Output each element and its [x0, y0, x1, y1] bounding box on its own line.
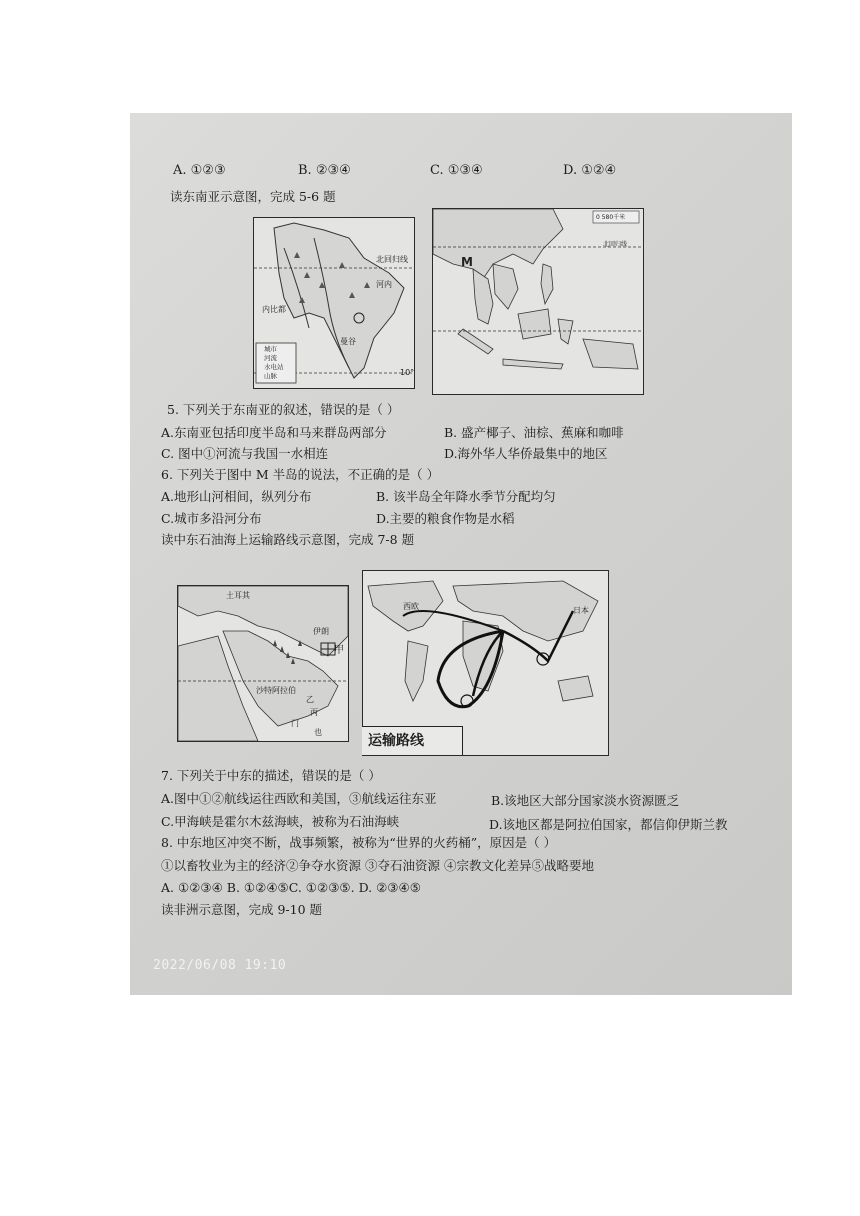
q5-option-a: A.东南亚包括印度半岛和马来群岛两部分: [161, 425, 387, 440]
legend-river: 河流: [264, 354, 277, 362]
map-legend: [264, 345, 294, 381]
label-western-europe: 西欧: [403, 602, 419, 611]
q8-options: A. ①②③④ B. ①②④⑤C. ①②③⑤. D. ②③④⑤: [161, 880, 421, 895]
q4-option-c: C. ①③④: [430, 163, 483, 178]
photo-timestamp: 2022/06/08 19:10: [153, 958, 287, 973]
q4-option-a: A. ①②③: [173, 163, 226, 178]
label-ye: 也: [314, 728, 322, 737]
middle-east-map: [177, 585, 349, 742]
q6-stem: 6. 下列关于图中 M 半岛的说法，不正确的是（ ）: [161, 467, 440, 482]
label-turkey: 土耳其: [226, 591, 250, 600]
q6-option-b: B. 该半岛全年降水季节分配均匀: [376, 489, 556, 504]
q6-option-a: A.地形山河相间，纵列分布: [161, 489, 312, 504]
q7-option-a: A.图中①②航线运往西欧和美国，③航线运往东亚: [161, 791, 437, 806]
q5-stem: 5. 下列关于东南亚的叙述，错误的是（ ）: [167, 402, 400, 417]
peninsula-marker-m: M: [461, 255, 473, 269]
southeast-asia-map: [432, 208, 644, 395]
legend-city: 城市: [264, 345, 277, 353]
q5-option-b: B. 盛产椰子、油棕、蕉麻和咖啡: [444, 425, 624, 440]
q7-stem: 7. 下列关于中东的描述，错误的是（ ）: [161, 768, 381, 783]
q7-option-b: B.该地区大部分国家淡水资源匮乏: [491, 793, 680, 808]
legend-hydropower: 水电站: [264, 363, 284, 371]
q4-option-d: D. ①②④: [563, 163, 617, 178]
city-bangkok: 曼谷: [340, 337, 356, 346]
q7-option-d: D.该地区都是阿拉伯国家，都信仰伊斯兰教: [489, 817, 728, 832]
label-bing: 丙: [310, 708, 318, 717]
tropic-line-label: 北回归线: [603, 241, 628, 248]
southeast-asia-map-drawing: [433, 209, 643, 394]
q8-stem: 8. 中东地区冲突不断，战事频繁，被称为“世界的火药桶”，原因是（ ）: [161, 835, 557, 850]
label-strait-jia: 甲: [334, 645, 344, 656]
intro-questions-5-6: 读东南亚示意图，完成 5-6 题: [170, 189, 336, 204]
middle-east-map-drawing: [178, 586, 348, 741]
city-hanoi: 河内: [376, 280, 392, 289]
q5-option-d: D.海外华人华侨最集中的地区: [444, 446, 608, 461]
city-naypyidaw: 内比都: [262, 305, 286, 314]
label-saudi-arabia: 沙特阿拉伯: [256, 686, 296, 695]
label-yi: 乙: [306, 695, 314, 704]
q6-option-d: D.主要的粮食作物是水稻: [376, 511, 515, 526]
indochina-map: [253, 217, 415, 389]
latitude-10: 10°: [400, 368, 415, 377]
q8-reasons: ①以畜牧业为主的经济②争夺水资源 ③夺石油资源 ④宗教文化差异⑤战略要地: [161, 858, 594, 873]
route-legend: [362, 726, 463, 755]
scale-bar: 0 580千米: [596, 214, 626, 221]
q7-option-c: C.甲海峡是霍尔木兹海峡，被称为石油海峡: [161, 814, 400, 829]
tropic-label: 北回归线: [376, 255, 408, 264]
q6-option-c: C.城市多沿河分布: [161, 511, 262, 526]
label-men: 门: [291, 719, 299, 728]
legend-mountain: 山脉: [264, 372, 277, 380]
label-japan: 日本: [573, 606, 589, 615]
q5-option-c: C. 图中①河流与我国一水相连: [161, 446, 329, 461]
label-iran: 伊朗: [313, 627, 329, 636]
q4-option-b: B. ②③④: [298, 163, 351, 178]
route-legend-label: 运输路线: [368, 733, 424, 749]
intro-questions-9-10: 读非洲示意图，完成 9-10 题: [161, 902, 323, 917]
intro-questions-7-8: 读中东石油海上运输路线示意图，完成 7-8 题: [161, 532, 415, 547]
